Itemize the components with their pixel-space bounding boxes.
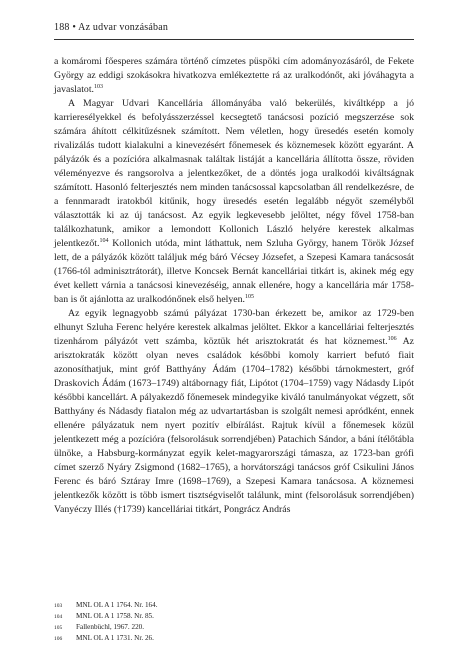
footnote-number: 105 (54, 625, 63, 631)
running-header (54, 22, 414, 33)
header-bullet: • (72, 22, 77, 33)
paragraph-2 (54, 97, 414, 307)
paragraph-text: Az egyik legnagyobb számú pályázat 1730-ban érkezett be, amikor az 1729-ben elhunyt Szluha Ferenc helyére kerestek alkalmas jelöltet. Ekkor a kancelláriai felterjesztés tizenhárom pályázót vett számba, köztük hét arisztokratát és hat köznemest. (54, 308, 414, 347)
paragraph-1 (54, 55, 414, 97)
body-text (54, 55, 414, 517)
footnote-number: 106 (54, 636, 63, 642)
footnote-ref-105[interactable]: 105 (244, 294, 254, 300)
footnote-number: 103 (54, 603, 63, 609)
paragraph-text: Kollonich utóda, mint láthattuk, nem Szluha György, hanem Török József lett, de a pályázók között találjuk még báró Vécsey Józsefet, a Szepesi Kamara tanácsosát (1766-tól adminisztrátorát), illetve Koncsek Bernát kancelláriai titkárt is, akinek még egy évet kellett várnia a tanácsosi kinevezéséig, annak ellenére, hogy a kancellária már 1758-ban is őt ajánlotta az uralkodónőnek első helyen. (54, 238, 414, 305)
footnote (54, 611, 414, 622)
footnote-text: MNL OL A 1 1731. Nr. 26. (76, 634, 154, 642)
footnote-text: MNL OL A 1 1764. Nr. 164. (76, 601, 158, 609)
footnote-ref-106[interactable]: 106 (387, 336, 397, 342)
footnote-text: MNL OL A 1 1758. Nr. 85. (76, 612, 154, 620)
footnote (54, 600, 414, 611)
footnote (54, 622, 414, 633)
footnote-ref-103[interactable]: 103 (94, 84, 103, 90)
header-rule (54, 39, 414, 40)
footnote (54, 633, 414, 644)
footnote-text: Fallenbüchl, 1967. 220. (76, 623, 145, 631)
paragraph-text: Az arisztokraták között olyan neves családok későbbi komoly karriert befutó fiait azonosíthatjuk, mint gróf Batthyány Ádám (1704–1782) későbbi tárnokmestert, gróf Draskovich Ádám (1673–1749) altábornagy fiát, Lipótot (1704–1759) vagy Nádasdy Lipót későbbi kancellárt. A pályakezdő főnemesek mindegyike kiváló tanulmányokat végzett, sőt Batthyány és Nádasdy fiatalon még az udvartartásban is szolgált nemesi apródként, ennek ellenére pályázatuk nem nyert pozitív elbírálást. Rajtuk kívül a főnemesek közül jelentkezett még a pozícióra (felsorolásuk sorrendjében) Patachich Sándor, a báni ítélőtábla ülnöke, a Habsburg-kormányzat egyik kelet-magyarországi támasza, az 1723-ban grófi címet szerző Nyáry Zsigmond (1682–1765), a horvátországi tanácsos gróf Csikulini János Ferenc és báró Sztáray Imre (1698–1769), a Szepesi Kamara tanácsosa. A köznemesi jelentkezők között is több ismert tisztségviselőt találunk, mint (felsorolásuk sorrendjében) Vanyéczy Illés (†1739) kancelláriai titkárt, Pongrácz András (54, 336, 414, 515)
paragraph-text: A Magyar Udvari Kancellária állományába való bekerülés, kiváltképp a jó karrieresélyekkel és befolyásszerzéssel kecsegtető tanácsosi pozíció megszerzése sok számára áhított célkitűzésnek számított. Nem véletlen, hogy üresedés esetén komoly rivalizálás tudott kialakulni a kinevezésért főnemesek és köznemesek között egyaránt. A pályázók és a pozícióra alkalmasnak találtak listáját a kancellária állította össze, röviden véleményezve és rangsorolva a jelentkezőket, de a döntés joga uralkodói kiváltságnak számított. Hasonló felterjesztés nem minden tanácsossal kapcsolatban áll rendelkezésre, de a fennmaradt iratokból kitűnik, hogy üresedés esetén legalább négyöt személyből választották ki az új tanácsost. Az egyik legkevesebb jelöltet, négy fővel 1758-ban találkozhatunk, amikor a lemondott Kollonich László helyére kerestek alkalmas jelentkezőt. (54, 98, 414, 249)
paragraph-3 (54, 307, 414, 517)
paragraph-text: a komáromi főesperes számára történő címzetes püspöki cím adományozásáról, de Fekete György az eddigi szokásokra hivatkozva emlékeztette rá az uralkodónőt, aki jóváhagyta a javaslatot. (54, 56, 414, 95)
running-title: Az udvar vonzásában (78, 22, 169, 33)
footnotes (54, 600, 414, 644)
footnote-ref-104[interactable]: 104 (99, 238, 109, 244)
page-number: 188 (54, 22, 70, 33)
footnote-number: 104 (54, 614, 63, 620)
